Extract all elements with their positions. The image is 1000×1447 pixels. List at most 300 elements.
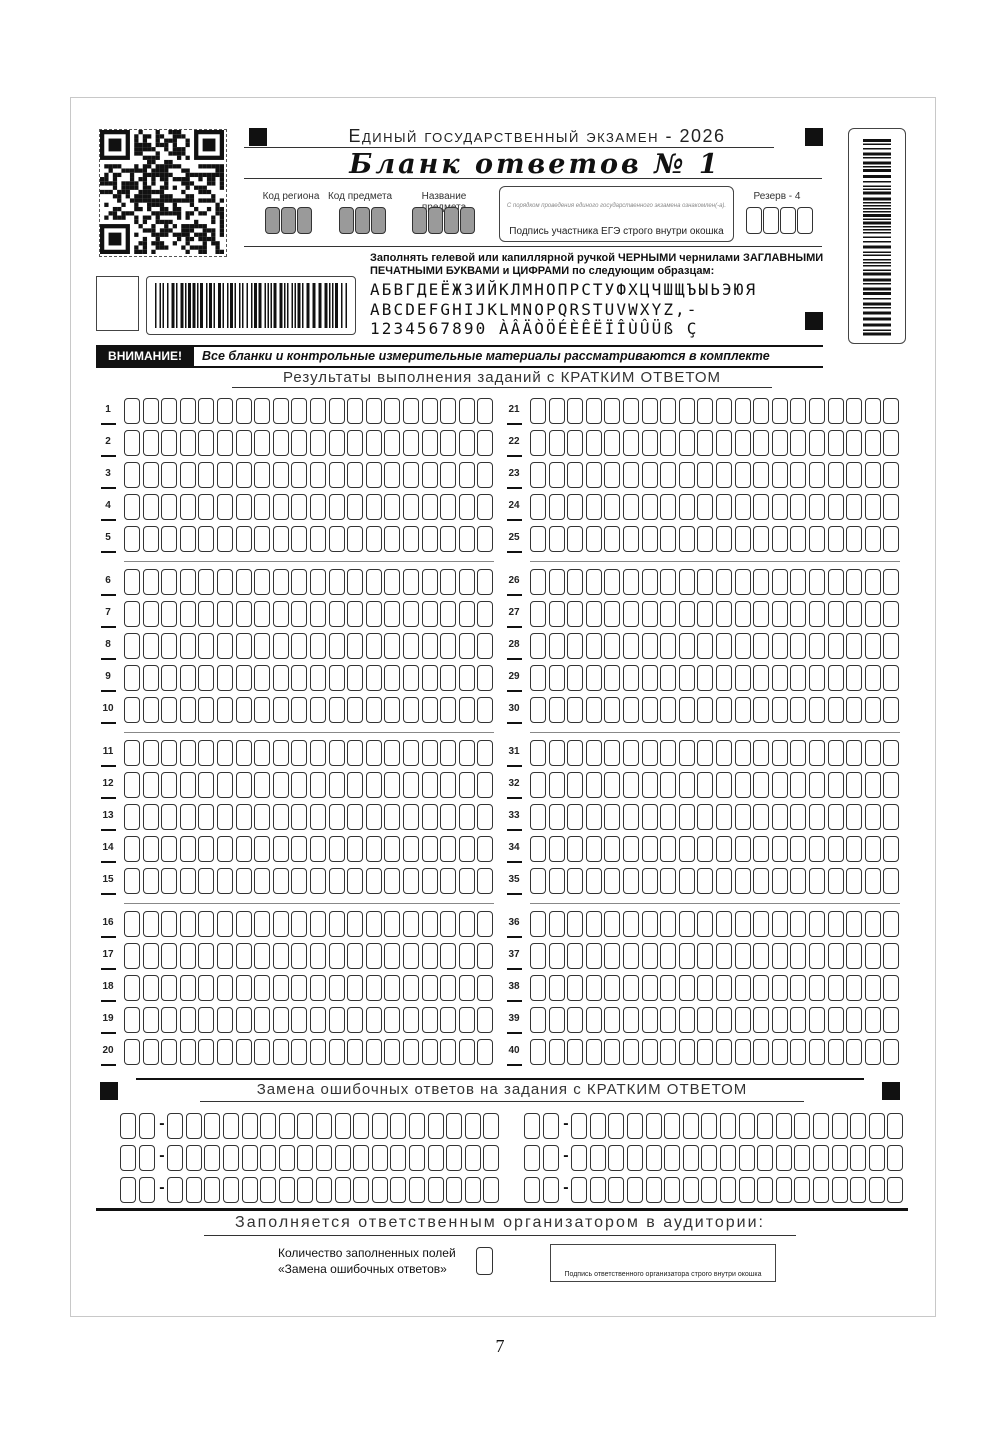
answer-cell[interactable]: [440, 462, 456, 488]
replacement-task-cell[interactable]: [524, 1177, 540, 1203]
answer-cell[interactable]: [310, 494, 326, 520]
subject-code-cell[interactable]: [371, 207, 386, 234]
answer-cell[interactable]: [254, 1007, 270, 1033]
answer-cell[interactable]: [567, 697, 583, 723]
answer-cell[interactable]: [422, 526, 438, 552]
answer-cell[interactable]: [347, 772, 363, 798]
answer-cell[interactable]: [310, 1007, 326, 1033]
answer-cell[interactable]: [347, 1039, 363, 1065]
replacement-answer-cell[interactable]: [465, 1145, 481, 1171]
answer-cell[interactable]: [865, 462, 881, 488]
answer-cell[interactable]: [772, 1039, 788, 1065]
answer-cell[interactable]: [217, 526, 233, 552]
answer-cell[interactable]: [660, 911, 676, 937]
answer-cell[interactable]: [753, 569, 769, 595]
answer-cell[interactable]: [530, 697, 546, 723]
answer-cell[interactable]: [291, 526, 307, 552]
answer-cell[interactable]: [530, 398, 546, 424]
replacement-answer-cell[interactable]: [757, 1113, 773, 1139]
answer-cell[interactable]: [254, 740, 270, 766]
answer-cell[interactable]: [697, 975, 713, 1001]
answer-cell[interactable]: [403, 569, 419, 595]
answer-cell[interactable]: [623, 633, 639, 659]
answer-cell[interactable]: [642, 975, 658, 1001]
answer-cell[interactable]: [735, 494, 751, 520]
answer-cell[interactable]: [549, 633, 565, 659]
answer-cell[interactable]: [530, 494, 546, 520]
answer-cell[interactable]: [403, 804, 419, 830]
answer-cell[interactable]: [604, 804, 620, 830]
answer-cell[interactable]: [329, 569, 345, 595]
answer-cell[interactable]: [143, 633, 159, 659]
answer-cell[interactable]: [440, 804, 456, 830]
answer-cell[interactable]: [161, 526, 177, 552]
replacement-answer-cell[interactable]: [446, 1145, 462, 1171]
answer-cell[interactable]: [198, 868, 214, 894]
replacement-answer-cell[interactable]: [832, 1177, 848, 1203]
answer-cell[interactable]: [623, 943, 639, 969]
answer-cell[interactable]: [273, 836, 289, 862]
answer-cell[interactable]: [477, 697, 493, 723]
answer-cell[interactable]: [604, 975, 620, 1001]
answer-cell[interactable]: [366, 1039, 382, 1065]
answer-cell[interactable]: [422, 1007, 438, 1033]
replacement-answer-cell[interactable]: [297, 1113, 313, 1139]
answer-cell[interactable]: [422, 943, 438, 969]
answer-cell[interactable]: [549, 975, 565, 1001]
answer-cell[interactable]: [623, 975, 639, 1001]
subject-code-cell[interactable]: [355, 207, 370, 234]
replacement-answer-cell[interactable]: [608, 1145, 624, 1171]
answer-cell[interactable]: [623, 526, 639, 552]
answer-cell[interactable]: [865, 494, 881, 520]
replacement-answer-cell[interactable]: [757, 1177, 773, 1203]
answer-cell[interactable]: [883, 697, 899, 723]
answer-cell[interactable]: [161, 665, 177, 691]
answer-cell[interactable]: [623, 398, 639, 424]
answer-cell[interactable]: [530, 911, 546, 937]
answer-cell[interactable]: [384, 740, 400, 766]
answer-cell[interactable]: [790, 697, 806, 723]
replacement-answer-cell[interactable]: [204, 1145, 220, 1171]
answer-cell[interactable]: [586, 975, 602, 1001]
answer-cell[interactable]: [549, 494, 565, 520]
answer-cell[interactable]: [422, 804, 438, 830]
answer-cell[interactable]: [310, 804, 326, 830]
answer-cell[interactable]: [697, 868, 713, 894]
answer-cell[interactable]: [679, 494, 695, 520]
answer-cell[interactable]: [161, 836, 177, 862]
answer-cell[interactable]: [883, 772, 899, 798]
answer-cell[interactable]: [291, 1007, 307, 1033]
answer-cell[interactable]: [236, 975, 252, 1001]
answer-cell[interactable]: [440, 911, 456, 937]
answer-cell[interactable]: [679, 398, 695, 424]
answer-cell[interactable]: [753, 804, 769, 830]
answer-cell[interactable]: [403, 772, 419, 798]
answer-cell[interactable]: [865, 740, 881, 766]
answer-cell[interactable]: [198, 975, 214, 1001]
replacement-answer-cell[interactable]: [627, 1113, 643, 1139]
answer-cell[interactable]: [236, 740, 252, 766]
answer-cell[interactable]: [477, 740, 493, 766]
answer-cell[interactable]: [679, 462, 695, 488]
answer-cell[interactable]: [273, 975, 289, 1001]
answer-cell[interactable]: [143, 601, 159, 627]
answer-cell[interactable]: [790, 601, 806, 627]
answer-cell[interactable]: [753, 943, 769, 969]
answer-cell[interactable]: [567, 868, 583, 894]
answer-cell[interactable]: [790, 526, 806, 552]
answer-cell[interactable]: [440, 1007, 456, 1033]
answer-cell[interactable]: [883, 943, 899, 969]
answer-cell[interactable]: [604, 772, 620, 798]
replacement-answer-cell[interactable]: [832, 1113, 848, 1139]
answer-cell[interactable]: [440, 836, 456, 862]
answer-cell[interactable]: [236, 526, 252, 552]
answer-cell[interactable]: [735, 943, 751, 969]
answer-cell[interactable]: [846, 462, 862, 488]
answer-cell[interactable]: [883, 430, 899, 456]
answer-cell[interactable]: [660, 526, 676, 552]
answer-cell[interactable]: [347, 462, 363, 488]
answer-cell[interactable]: [366, 804, 382, 830]
answer-cell[interactable]: [679, 1007, 695, 1033]
answer-cell[interactable]: [846, 398, 862, 424]
answer-cell[interactable]: [459, 569, 475, 595]
replacement-answer-cell[interactable]: [223, 1113, 239, 1139]
answer-cell[interactable]: [549, 526, 565, 552]
answer-cell[interactable]: [697, 911, 713, 937]
answer-cell[interactable]: [254, 804, 270, 830]
answer-cell[interactable]: [772, 462, 788, 488]
answer-cell[interactable]: [384, 665, 400, 691]
answer-cell[interactable]: [291, 975, 307, 1001]
replacement-task-cell[interactable]: [139, 1145, 155, 1171]
answer-cell[interactable]: [124, 804, 140, 830]
answer-cell[interactable]: [865, 1039, 881, 1065]
answer-cell[interactable]: [124, 1039, 140, 1065]
answer-cell[interactable]: [604, 1039, 620, 1065]
answer-cell[interactable]: [403, 911, 419, 937]
participant-signature-box[interactable]: [499, 186, 734, 242]
answer-cell[interactable]: [549, 1039, 565, 1065]
answer-cell[interactable]: [753, 633, 769, 659]
answer-cell[interactable]: [865, 772, 881, 798]
answer-cell[interactable]: [236, 1007, 252, 1033]
answer-cell[interactable]: [790, 569, 806, 595]
answer-cell[interactable]: [384, 430, 400, 456]
answer-cell[interactable]: [735, 430, 751, 456]
reserve-cell[interactable]: [763, 207, 779, 234]
answer-cell[interactable]: [846, 569, 862, 595]
answer-cell[interactable]: [790, 943, 806, 969]
answer-cell[interactable]: [586, 430, 602, 456]
answer-cell[interactable]: [403, 1007, 419, 1033]
answer-cell[interactable]: [273, 494, 289, 520]
replacement-answer-cell[interactable]: [850, 1145, 866, 1171]
answer-cell[interactable]: [459, 633, 475, 659]
answer-cell[interactable]: [236, 665, 252, 691]
answer-cell[interactable]: [679, 697, 695, 723]
answer-cell[interactable]: [735, 836, 751, 862]
answer-cell[interactable]: [549, 943, 565, 969]
answer-cell[interactable]: [772, 975, 788, 1001]
replacement-answer-cell[interactable]: [850, 1113, 866, 1139]
answer-cell[interactable]: [753, 868, 769, 894]
answer-cell[interactable]: [549, 697, 565, 723]
answer-cell[interactable]: [586, 836, 602, 862]
replacement-answer-cell[interactable]: [869, 1177, 885, 1203]
answer-cell[interactable]: [366, 633, 382, 659]
answer-cell[interactable]: [440, 633, 456, 659]
answer-cell[interactable]: [642, 665, 658, 691]
answer-cell[interactable]: [198, 943, 214, 969]
answer-cell[interactable]: [384, 911, 400, 937]
answer-cell[interactable]: [623, 430, 639, 456]
answer-cell[interactable]: [865, 911, 881, 937]
replacement-answer-cell[interactable]: [869, 1145, 885, 1171]
answer-cell[interactable]: [254, 1039, 270, 1065]
answer-cell[interactable]: [735, 697, 751, 723]
answer-cell[interactable]: [384, 697, 400, 723]
answer-cell[interactable]: [217, 804, 233, 830]
answer-cell[interactable]: [291, 398, 307, 424]
answer-cell[interactable]: [124, 697, 140, 723]
answer-cell[interactable]: [716, 665, 732, 691]
answer-cell[interactable]: [347, 836, 363, 862]
answer-cell[interactable]: [623, 1007, 639, 1033]
answer-cell[interactable]: [254, 569, 270, 595]
answer-cell[interactable]: [679, 943, 695, 969]
replacement-task-cell[interactable]: [524, 1145, 540, 1171]
answer-cell[interactable]: [846, 633, 862, 659]
answer-cell[interactable]: [124, 526, 140, 552]
answer-cell[interactable]: [273, 772, 289, 798]
replacement-answer-cell[interactable]: [428, 1177, 444, 1203]
answer-cell[interactable]: [459, 868, 475, 894]
answer-cell[interactable]: [143, 430, 159, 456]
answer-cell[interactable]: [660, 633, 676, 659]
replacement-task-cell[interactable]: [120, 1177, 136, 1203]
answer-cell[interactable]: [716, 526, 732, 552]
answer-cell[interactable]: [310, 975, 326, 1001]
answer-cell[interactable]: [716, 494, 732, 520]
answer-cell[interactable]: [143, 569, 159, 595]
answer-cell[interactable]: [753, 1039, 769, 1065]
answer-cell[interactable]: [660, 697, 676, 723]
answer-cell[interactable]: [865, 398, 881, 424]
answer-cell[interactable]: [549, 398, 565, 424]
answer-cell[interactable]: [291, 462, 307, 488]
replacement-answer-cell[interactable]: [887, 1145, 903, 1171]
answer-cell[interactable]: [180, 943, 196, 969]
answer-cell[interactable]: [198, 804, 214, 830]
answer-cell[interactable]: [642, 569, 658, 595]
answer-cell[interactable]: [586, 526, 602, 552]
answer-cell[interactable]: [347, 943, 363, 969]
answer-cell[interactable]: [697, 601, 713, 627]
answer-cell[interactable]: [198, 526, 214, 552]
answer-cell[interactable]: [403, 494, 419, 520]
answer-cell[interactable]: [679, 836, 695, 862]
answer-cell[interactable]: [477, 1039, 493, 1065]
answer-cell[interactable]: [217, 772, 233, 798]
answer-cell[interactable]: [753, 1007, 769, 1033]
answer-cell[interactable]: [716, 462, 732, 488]
answer-cell[interactable]: [623, 697, 639, 723]
answer-cell[interactable]: [530, 772, 546, 798]
answer-cell[interactable]: [384, 868, 400, 894]
answer-cell[interactable]: [291, 804, 307, 830]
answer-cell[interactable]: [143, 868, 159, 894]
answer-cell[interactable]: [697, 398, 713, 424]
answer-cell[interactable]: [347, 398, 363, 424]
replacement-answer-cell[interactable]: [390, 1177, 406, 1203]
answer-cell[interactable]: [143, 697, 159, 723]
answer-cell[interactable]: [477, 1007, 493, 1033]
replacement-answer-cell[interactable]: [664, 1145, 680, 1171]
answer-cell[interactable]: [310, 868, 326, 894]
replacement-answer-cell[interactable]: [186, 1177, 202, 1203]
answer-cell[interactable]: [477, 601, 493, 627]
answer-cell[interactable]: [143, 911, 159, 937]
answer-cell[interactable]: [459, 665, 475, 691]
answer-cell[interactable]: [530, 943, 546, 969]
answer-cell[interactable]: [180, 601, 196, 627]
replacement-task-cell[interactable]: [139, 1113, 155, 1139]
answer-cell[interactable]: [143, 975, 159, 1001]
answer-cell[interactable]: [846, 740, 862, 766]
answer-cell[interactable]: [366, 868, 382, 894]
answer-cell[interactable]: [422, 911, 438, 937]
replacement-task-cell[interactable]: [120, 1113, 136, 1139]
answer-cell[interactable]: [716, 804, 732, 830]
answer-cell[interactable]: [660, 601, 676, 627]
answer-cell[interactable]: [329, 836, 345, 862]
answer-cell[interactable]: [217, 1007, 233, 1033]
answer-cell[interactable]: [865, 665, 881, 691]
answer-cell[interactable]: [790, 665, 806, 691]
answer-cell[interactable]: [366, 494, 382, 520]
answer-cell[interactable]: [236, 569, 252, 595]
answer-cell[interactable]: [865, 430, 881, 456]
replacement-answer-cell[interactable]: [335, 1145, 351, 1171]
replacement-task-cell[interactable]: [543, 1145, 559, 1171]
answer-cell[interactable]: [772, 569, 788, 595]
answer-cell[interactable]: [828, 911, 844, 937]
region-code-cell[interactable]: [297, 207, 312, 234]
answer-cell[interactable]: [310, 398, 326, 424]
answer-cell[interactable]: [217, 697, 233, 723]
answer-cell[interactable]: [772, 868, 788, 894]
answer-cell[interactable]: [180, 494, 196, 520]
answer-cell[interactable]: [347, 804, 363, 830]
answer-cell[interactable]: [716, 868, 732, 894]
answer-cell[interactable]: [291, 1039, 307, 1065]
answer-cell[interactable]: [660, 462, 676, 488]
answer-cell[interactable]: [846, 665, 862, 691]
answer-cell[interactable]: [604, 943, 620, 969]
answer-cell[interactable]: [753, 772, 769, 798]
answer-cell[interactable]: [697, 633, 713, 659]
answer-cell[interactable]: [161, 804, 177, 830]
answer-cell[interactable]: [846, 697, 862, 723]
answer-cell[interactable]: [459, 975, 475, 1001]
replacement-answer-cell[interactable]: [297, 1177, 313, 1203]
answer-cell[interactable]: [530, 975, 546, 1001]
answer-cell[interactable]: [124, 398, 140, 424]
answer-cell[interactable]: [772, 398, 788, 424]
answer-cell[interactable]: [273, 1007, 289, 1033]
answer-cell[interactable]: [124, 868, 140, 894]
answer-cell[interactable]: [772, 836, 788, 862]
answer-cell[interactable]: [846, 430, 862, 456]
answer-cell[interactable]: [567, 772, 583, 798]
answer-cell[interactable]: [883, 1039, 899, 1065]
answer-cell[interactable]: [865, 633, 881, 659]
answer-cell[interactable]: [809, 740, 825, 766]
replacement-answer-cell[interactable]: [701, 1177, 717, 1203]
answer-cell[interactable]: [642, 398, 658, 424]
answer-cell[interactable]: [883, 804, 899, 830]
replacement-answer-cell[interactable]: [627, 1145, 643, 1171]
answer-cell[interactable]: [883, 494, 899, 520]
answer-cell[interactable]: [642, 697, 658, 723]
answer-cell[interactable]: [366, 1007, 382, 1033]
answer-cell[interactable]: [180, 975, 196, 1001]
replacement-answer-cell[interactable]: [664, 1177, 680, 1203]
answer-cell[interactable]: [217, 633, 233, 659]
answer-cell[interactable]: [422, 868, 438, 894]
replacement-task-cell[interactable]: [543, 1113, 559, 1139]
answer-cell[interactable]: [161, 911, 177, 937]
answer-cell[interactable]: [865, 943, 881, 969]
answer-cell[interactable]: [567, 943, 583, 969]
answer-cell[interactable]: [236, 1039, 252, 1065]
answer-cell[interactable]: [459, 462, 475, 488]
answer-cell[interactable]: [846, 526, 862, 552]
replacement-answer-cell[interactable]: [353, 1113, 369, 1139]
answer-cell[interactable]: [679, 569, 695, 595]
answer-cell[interactable]: [567, 462, 583, 488]
answer-cell[interactable]: [828, 430, 844, 456]
answer-cell[interactable]: [217, 836, 233, 862]
answer-cell[interactable]: [329, 740, 345, 766]
answer-cell[interactable]: [347, 868, 363, 894]
answer-cell[interactable]: [567, 975, 583, 1001]
answer-cell[interactable]: [459, 430, 475, 456]
answer-cell[interactable]: [642, 462, 658, 488]
replacement-answer-cell[interactable]: [167, 1145, 183, 1171]
answer-cell[interactable]: [716, 430, 732, 456]
answer-cell[interactable]: [124, 569, 140, 595]
replacement-answer-cell[interactable]: [335, 1177, 351, 1203]
answer-cell[interactable]: [198, 569, 214, 595]
answer-cell[interactable]: [440, 1039, 456, 1065]
answer-cell[interactable]: [384, 943, 400, 969]
answer-cell[interactable]: [347, 494, 363, 520]
replacement-answer-cell[interactable]: [297, 1145, 313, 1171]
answer-cell[interactable]: [254, 697, 270, 723]
answer-cell[interactable]: [586, 697, 602, 723]
answer-cell[interactable]: [586, 1007, 602, 1033]
answer-cell[interactable]: [217, 494, 233, 520]
answer-cell[interactable]: [273, 697, 289, 723]
answer-cell[interactable]: [716, 1039, 732, 1065]
answer-cell[interactable]: [567, 601, 583, 627]
answer-cell[interactable]: [440, 526, 456, 552]
